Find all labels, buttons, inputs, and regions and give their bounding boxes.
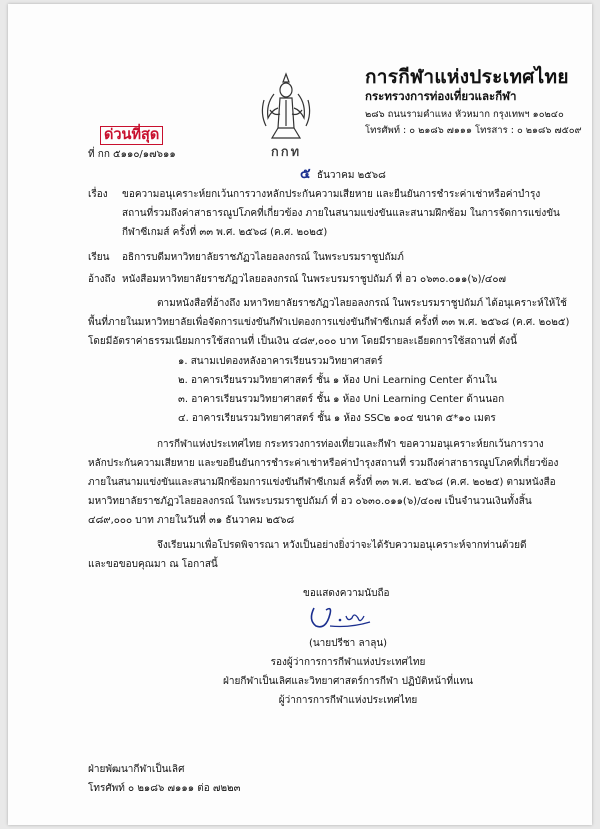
- subject-line-3: กีฬาซีเกมส์ ครั้งที่ ๓๓ พ.ศ. ๒๕๖๘ (ค.ศ. ๒๐๒๕): [122, 227, 328, 238]
- document-date: [300, 163, 386, 185]
- date-day: ๕: [300, 166, 311, 182]
- organization-name: การกีฬาแห่งประเทศไทย: [365, 66, 569, 88]
- org-address: ๒๘๖ ถนนรามคำแหง หัวหมาก กรุงเทพฯ ๑๐๒๔๐: [365, 109, 564, 120]
- document-number: ที่ กก ๕๑๑๐/๑๗๖๑๑: [88, 149, 176, 160]
- para1-line-3: โดยมีอัตราค่าธรรมเนียมการใช้สถานที่ เป็นเงิน ๔๘๙,๐๐๐ บาท โดยมีรายละเอียดการใช้สถานที่ ดังนี้: [88, 336, 518, 347]
- date-month-year: ธันวาคม ๒๕๖๘: [316, 170, 386, 181]
- signer-position-1: รองผู้ว่าการการกีฬาแห่งประเทศไทย: [270, 657, 426, 668]
- list-item-4: ๔. อาคารเรียนรวมวิทยาศาสตร์ ชั้น ๑ ห้อง SSC๒ ๑๐๔ ขนาด ๕*๑๐ เมตร: [178, 413, 496, 424]
- list-item-3: ๓. อาคารเรียนรวมวิทยาศาสตร์ ชั้น ๑ ห้อง Uni Learning Center ด้านนอก: [178, 394, 505, 405]
- list-item-1: ๑. สนามเปตองหลังอาคารเรียนรวมวิทยาศาสตร์: [178, 356, 383, 367]
- closing-text: ขอแสดงความนับถือ: [303, 588, 390, 599]
- para1-line-2: พื้นที่ภายในมหาวิทยาลัยเพื่อจัดการแข่งขันกีฬาเปตองการแข่งขันกีฬาซีเกมส์ ครั้งที่ ๓๓ พ.ศ. ๒๕๖๘ (ค.ศ. ๒๐๒๕): [88, 317, 570, 328]
- ministry-name: กระทรวงการท่องเที่ยวและกีฬา: [365, 89, 517, 103]
- list-item-2: ๒. อาคารเรียนรวมวิทยาศาสตร์ ชั้น ๑ ห้อง Uni Learning Center ด้านใน: [178, 375, 497, 386]
- handwritten-signature: [300, 600, 390, 634]
- subject-label: เรื่อง: [88, 189, 108, 200]
- subject-line-2: สถานที่รวมถึงค่าสาธารณูปโภคที่เกี่ยวข้อง ภายในสนามแข่งขันและสนามฝึกซ้อม ในการจัดการแข่งขัน: [122, 208, 560, 219]
- para2-line-2: หลักประกันความเสียหาย และขอยืนยันการชำระค่าเช่าหรือค่าบำรุงสถานที่ รวมถึงค่าสาธารณูปโภคที่เกี่ยวข้อง: [88, 458, 559, 469]
- para3-line-2: และขอขอบคุณมา ณ โอกาสนี้: [88, 559, 218, 570]
- para2-line-4: มหาวิทยาลัยราชภัฏวไลยอลงกรณ์ ในพระบรมราชูปถัมภ์ ที่ อว ๐๖๓๐.๐๑๑(๖)/๔๐๗ เป็นจำนวนเงินทั้งสิ้น: [88, 496, 532, 507]
- para3-line-1: จึงเรียนมาเพื่อโปรดพิจารณา หวังเป็นอย่างยิ่งว่าจะได้รับความอนุเคราะห์จากท่านด้วยดี: [157, 540, 527, 551]
- reference-text: หนังสือมหาวิทยาลัยราชภัฏวไลยอลงกรณ์ ในพระบรมราชูปถัมภ์ ที่ อว ๐๖๓๐.๐๑๑(๖)/๔๐๗: [122, 274, 507, 285]
- urgency-stamp: ด่วนที่สุด: [100, 126, 163, 145]
- para2-line-3: ภายในสนามแข่งขันและสนามฝึกซ้อมการแข่งขันกีฬาซีเกมส์ ครั้งที่ ๓๓ พ.ศ. ๒๕๖๘ (ค.ศ. ๒๐๒๕) ตามหนังสือ: [88, 477, 556, 488]
- seal-text: กกท: [270, 145, 302, 160]
- para2-line-5: ๔๘๙,๐๐๐ บาท ภายในวันที่ ๓๑ ธันวาคม ๒๕๖๘: [88, 515, 295, 526]
- sat-seal-logo: [258, 70, 314, 162]
- para2-line-1: การกีฬาแห่งประเทศไทย กระทรวงการท่องเที่ยวและกีฬา ขอความอนุเคราะห์ยกเว้นการวาง: [157, 439, 544, 450]
- addressee-label: เรียน: [88, 252, 110, 263]
- signer-position-3: ผู้ว่าการการกีฬาแห่งประเทศไทย: [278, 695, 418, 706]
- reference-label: อ้างถึง: [88, 274, 116, 285]
- org-phone: โทรศัพท์ : ๐ ๒๑๘๖ ๗๑๑๑ โทรสาร : ๐ ๒๑๘๖ ๗๕๐๙: [365, 125, 582, 136]
- para1-line-1: ตามหนังสือที่อ้างถึง มหาวิทยาลัยราชภัฏวไลยอลงกรณ์ ในพระบรมราชูปถัมภ์ ได้อนุเคราะห์ให้ใช้: [157, 298, 567, 309]
- footer-phone: โทรศัพท์ ๐ ๒๑๘๖ ๗๑๑๑ ต่อ ๗๒๒๓: [88, 783, 241, 794]
- signer-position-2: ฝ่ายกีฬาเป็นเลิศและวิทยาศาสตร์การกีฬา ปฏิบัติหน้าที่แทน: [222, 676, 474, 687]
- subject-line-1: ขอความอนุเคราะห์ยกเว้นการวางหลักประกันความเสียหาย และยืนยันการชำระค่าเช่าหรือค่าบำรุง: [122, 189, 541, 200]
- footer-department: ฝ่ายพัฒนากีฬาเป็นเลิศ: [88, 764, 185, 775]
- addressee-text: อธิการบดีมหาวิทยาลัยราชภัฏวไลยอลงกรณ์ ในพระบรมราชูปถัมภ์: [122, 252, 404, 263]
- signer-name: (นายปรีชา ลาลุน): [308, 638, 388, 649]
